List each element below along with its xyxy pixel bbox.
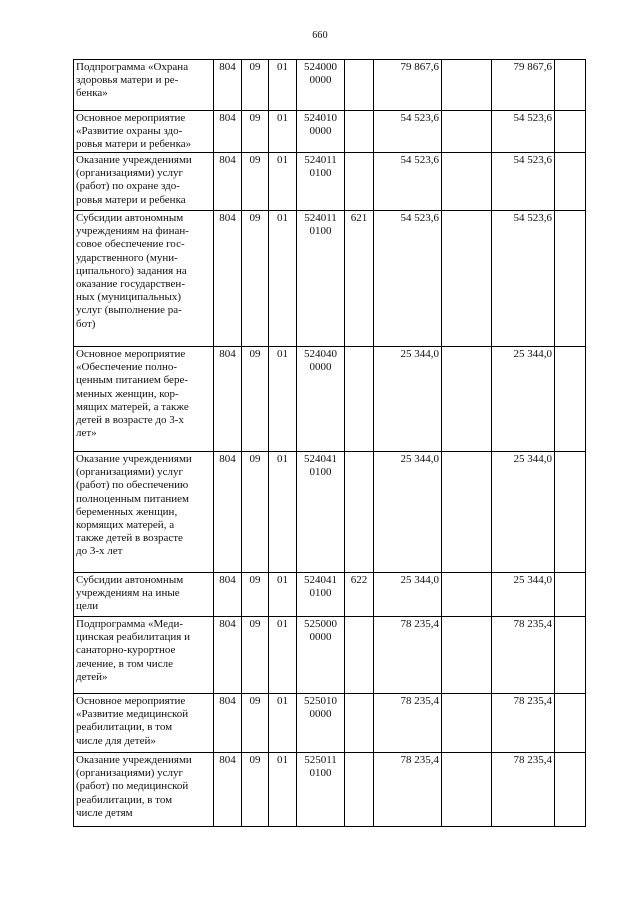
empty-cell <box>442 452 492 573</box>
subsection-code: 01 <box>269 694 297 753</box>
empty-cell <box>555 573 586 617</box>
sum-first: 79 867,6 <box>374 60 442 111</box>
empty-cell <box>555 452 586 573</box>
table-row <box>74 153 586 211</box>
sum-second: 25 344,0 <box>492 573 555 617</box>
ministry-code: 804 <box>214 573 242 617</box>
sum-second: 54 523,6 <box>492 153 555 211</box>
empty-cell <box>555 211 586 347</box>
subsection-code: 01 <box>269 452 297 573</box>
empty-cell <box>555 753 586 827</box>
sum-second: 25 344,0 <box>492 452 555 573</box>
row-name: Оказание учреждениями (организациями) услуг (работ) по обеспечению полноценным питанием беременных женщин, кормящих матерей, а также детей в возрасте до 3-х лет <box>74 452 214 573</box>
section-code: 09 <box>242 452 269 573</box>
subsection-code: 01 <box>269 111 297 153</box>
sum-first: 78 235,4 <box>374 617 442 694</box>
row-name: Субсидии автономным учреждениям на финан- совое обеспечение гос- ударственного (муни- ципального) задания на оказание государствен- ных (муниципальных) услуг (выполнение ра- бот) <box>74 211 214 347</box>
ministry-code: 804 <box>214 753 242 827</box>
target-code: 525000 0000 <box>297 617 345 694</box>
row-name: Основное мероприятие «Развитие охраны здо- ровья матери и ребенка» <box>74 111 214 153</box>
table-row <box>74 694 586 753</box>
empty-cell <box>555 617 586 694</box>
table-row <box>74 573 586 617</box>
table-row <box>74 111 586 153</box>
ministry-code: 804 <box>214 452 242 573</box>
expense-type-code <box>345 153 374 211</box>
sum-first: 54 523,6 <box>374 111 442 153</box>
section-code: 09 <box>242 60 269 111</box>
budget-table <box>73 59 586 827</box>
empty-cell <box>555 111 586 153</box>
expense-type-code <box>345 111 374 153</box>
expense-type-code <box>345 753 374 827</box>
empty-cell <box>442 111 492 153</box>
row-name: Оказание учреждениями (организациями) услуг (работ) по медицинской реабилитации, в том числе детям <box>74 753 214 827</box>
subsection-code: 01 <box>269 573 297 617</box>
sum-second: 54 523,6 <box>492 211 555 347</box>
sum-first: 78 235,4 <box>374 753 442 827</box>
table-row <box>74 347 586 452</box>
expense-type-code: 621 <box>345 211 374 347</box>
subsection-code: 01 <box>269 211 297 347</box>
target-code: 524041 0100 <box>297 452 345 573</box>
subsection-code: 01 <box>269 153 297 211</box>
sum-second: 78 235,4 <box>492 617 555 694</box>
sum-second: 54 523,6 <box>492 111 555 153</box>
sum-first: 25 344,0 <box>374 347 442 452</box>
row-name: Основное мероприятие «Развитие медицинской реабилитации, в том числе для детей» <box>74 694 214 753</box>
expense-type-code <box>345 694 374 753</box>
sum-first: 54 523,6 <box>374 211 442 347</box>
table-row <box>74 452 586 573</box>
empty-cell <box>442 617 492 694</box>
subsection-code: 01 <box>269 347 297 452</box>
target-code: 524000 0000 <box>297 60 345 111</box>
empty-cell <box>442 694 492 753</box>
expense-type-code: 622 <box>345 573 374 617</box>
empty-cell <box>442 753 492 827</box>
ministry-code: 804 <box>214 211 242 347</box>
ministry-code: 804 <box>214 617 242 694</box>
table-row <box>74 211 586 347</box>
section-code: 09 <box>242 694 269 753</box>
section-code: 09 <box>242 211 269 347</box>
empty-cell <box>442 60 492 111</box>
expense-type-code <box>345 60 374 111</box>
target-code: 524041 0100 <box>297 573 345 617</box>
section-code: 09 <box>242 573 269 617</box>
table-row <box>74 753 586 827</box>
empty-cell <box>442 573 492 617</box>
empty-cell <box>442 153 492 211</box>
empty-cell <box>555 153 586 211</box>
sum-second: 78 235,4 <box>492 694 555 753</box>
empty-cell <box>555 347 586 452</box>
sum-first: 25 344,0 <box>374 573 442 617</box>
subsection-code: 01 <box>269 753 297 827</box>
subsection-code: 01 <box>269 60 297 111</box>
expense-type-code <box>345 617 374 694</box>
ministry-code: 804 <box>214 347 242 452</box>
sum-first: 25 344,0 <box>374 452 442 573</box>
target-code: 524011 0100 <box>297 153 345 211</box>
table-row <box>74 617 586 694</box>
ministry-code: 804 <box>214 60 242 111</box>
sum-first: 78 235,4 <box>374 694 442 753</box>
empty-cell <box>555 60 586 111</box>
empty-cell <box>442 211 492 347</box>
empty-cell <box>442 347 492 452</box>
row-name: Субсидии автономным учреждениям на иные цели <box>74 573 214 617</box>
row-name: Подпрограмма «Меди- цинская реабилитация и санаторно-курортное лечение, в том числе детей» <box>74 617 214 694</box>
table-row <box>74 60 586 111</box>
empty-cell <box>555 694 586 753</box>
expense-type-code <box>345 347 374 452</box>
target-code: 524010 0000 <box>297 111 345 153</box>
row-name: Оказание учреждениями (организациями) услуг (работ) по охране здо- ровья матери и ребенка <box>74 153 214 211</box>
ministry-code: 804 <box>214 111 242 153</box>
ministry-code: 804 <box>214 694 242 753</box>
expense-type-code <box>345 452 374 573</box>
section-code: 09 <box>242 111 269 153</box>
section-code: 09 <box>242 617 269 694</box>
row-name: Подпрограмма «Охрана здоровья матери и ре- бенка» <box>74 60 214 111</box>
section-code: 09 <box>242 347 269 452</box>
target-code: 525011 0100 <box>297 753 345 827</box>
subsection-code: 01 <box>269 617 297 694</box>
sum-second: 79 867,6 <box>492 60 555 111</box>
row-name: Основное мероприятие «Обеспечение полно- ценным питанием бере- менных женщин, кор- мящих матерей, а также детей в возрасте до 3-х лет» <box>74 347 214 452</box>
sum-second: 25 344,0 <box>492 347 555 452</box>
section-code: 09 <box>242 753 269 827</box>
ministry-code: 804 <box>214 153 242 211</box>
sum-first: 54 523,6 <box>374 153 442 211</box>
section-code: 09 <box>242 153 269 211</box>
target-code: 524040 0000 <box>297 347 345 452</box>
page-number: 660 <box>312 30 328 41</box>
sum-second: 78 235,4 <box>492 753 555 827</box>
target-code: 524011 0100 <box>297 211 345 347</box>
target-code: 525010 0000 <box>297 694 345 753</box>
